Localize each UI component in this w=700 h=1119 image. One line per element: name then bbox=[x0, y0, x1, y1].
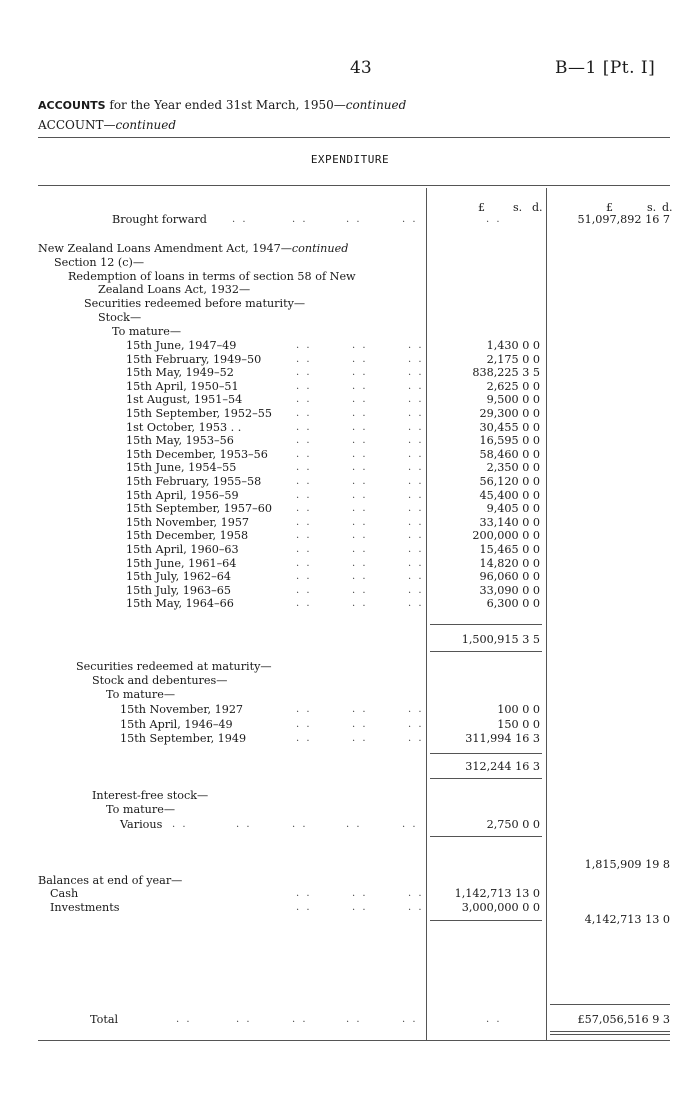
maturity-amount: 838,225 3 5 bbox=[472, 366, 540, 380]
maturity-date-label: 15th December, 1958 bbox=[126, 529, 249, 543]
maturity-date-label: 15th February, 1955–58 bbox=[126, 475, 262, 488]
maturity-amount: 1,430 0 0 bbox=[486, 339, 540, 352]
balance-amount: 1,142,713 13 0 bbox=[454, 887, 540, 900]
leader-dots: . . bbox=[296, 394, 312, 406]
subtotal-rule bbox=[430, 624, 542, 625]
leader-dots: . . bbox=[296, 530, 312, 542]
section-12c: Section 12 (c)— bbox=[54, 256, 145, 269]
leader-dots: . . bbox=[352, 380, 368, 392]
leader-dots: . . bbox=[408, 598, 424, 610]
leader-dots: . . bbox=[296, 503, 312, 515]
grand-total-label: Total bbox=[90, 1013, 119, 1026]
leader-dots: . . bbox=[346, 819, 362, 830]
col2-pence-header: d. bbox=[662, 201, 673, 214]
rule-top bbox=[38, 137, 670, 138]
maturity-date-label: 15th June, 1954–55 bbox=[126, 461, 237, 475]
maturity-date-label: 15th April, 1950–51 bbox=[126, 379, 239, 393]
redemption-line-2: Zealand Loans Act, 1932— bbox=[98, 283, 251, 296]
leader-dots: . . bbox=[408, 380, 424, 392]
page-number: 43 bbox=[350, 58, 372, 78]
stock-debentures-heading: Stock and debentures— bbox=[92, 674, 228, 687]
various-label: Various bbox=[120, 818, 163, 831]
maturity-amount: 150 0 0 bbox=[497, 717, 540, 731]
maturity-date-label: 15th April, 1960–63 bbox=[126, 543, 239, 556]
balance-label: Investments bbox=[50, 901, 120, 914]
leader-dots: . . bbox=[408, 584, 424, 596]
rule-under-title bbox=[38, 185, 670, 186]
maturity-date-label: 15th May, 1953–56 bbox=[126, 434, 234, 448]
leader-dots: . . bbox=[296, 462, 312, 474]
grand-total-amount: £57,056,516 9 3 bbox=[577, 1013, 670, 1026]
leader-dots: . . bbox=[408, 516, 424, 528]
accounts-heading-continued: continued bbox=[345, 98, 407, 112]
leader-dots: . . bbox=[352, 704, 368, 715]
leader-dots: . . bbox=[352, 489, 368, 501]
maturity-date-label: 1st October, 1953 . . bbox=[126, 420, 242, 434]
maturity-date-label: 15th November, 1957 bbox=[126, 515, 250, 529]
col1-shilling-header: s. bbox=[513, 201, 523, 214]
maturity-date-label: 15th May, 1949–52 bbox=[126, 366, 234, 380]
leader-dots: . . bbox=[408, 544, 424, 555]
maturity-date-label: 15th December, 1953–56 bbox=[126, 447, 268, 461]
accounts-heading-bold: ACCOUNTS bbox=[38, 99, 106, 112]
document-reference: B—1 [Pt. I] bbox=[555, 58, 656, 78]
leader-dots: . . bbox=[296, 733, 312, 744]
balances-heading: Balances at end of year— bbox=[38, 874, 183, 887]
maturity-amount: 2,175 0 0 bbox=[486, 352, 540, 366]
maturity-amount: 9,405 0 0 bbox=[486, 502, 540, 516]
act-title-continued: continued bbox=[291, 242, 349, 255]
before-maturity-heading: Securities redeemed before maturity— bbox=[84, 297, 306, 310]
leader-dots: . . bbox=[352, 408, 368, 419]
interest-free-amount: 2,750 0 0 bbox=[486, 818, 540, 831]
leader-dots: . . bbox=[352, 571, 368, 583]
maturity-amount: 200,000 0 0 bbox=[472, 529, 540, 543]
leader-dots: . . bbox=[352, 367, 368, 379]
account-heading bbox=[38, 118, 176, 132]
leader-dots: . . bbox=[408, 489, 424, 501]
before-maturity-subtotal: 1,500,915 3 5 bbox=[461, 633, 540, 646]
subtotal-rule bbox=[430, 778, 542, 779]
leader-dots: . . bbox=[352, 530, 368, 542]
section-title: EXPENDITURE bbox=[310, 153, 390, 166]
leader-dots: . . bbox=[352, 503, 368, 515]
leader-dots: . . bbox=[408, 718, 424, 730]
brought-forward-col1: . . bbox=[486, 214, 502, 225]
maturity-amount: 30,455 0 0 bbox=[479, 420, 540, 434]
leader-dots: . . bbox=[296, 421, 312, 433]
leader-dots: . . bbox=[408, 888, 424, 899]
leader-dots: . . bbox=[402, 1014, 418, 1025]
maturity-amount: 33,140 0 0 bbox=[479, 515, 540, 529]
leader-dots: . . bbox=[296, 408, 312, 419]
leader-dots: . . bbox=[296, 557, 312, 569]
leader-dots: . . bbox=[296, 598, 312, 610]
maturity-amount: 16,595 0 0 bbox=[479, 434, 540, 448]
leader-dots: . . bbox=[352, 340, 368, 351]
stock-heading: Stock— bbox=[98, 311, 142, 324]
leader-dots: . . bbox=[352, 544, 368, 555]
total-rule-bottom-double bbox=[550, 1034, 670, 1035]
maturity-date-label: 15th September, 1949 bbox=[120, 732, 247, 745]
leader-dots: . . bbox=[296, 704, 312, 715]
leader-dots: . . bbox=[408, 353, 424, 365]
interest-free-heading: Interest-free stock— bbox=[92, 789, 209, 802]
maturity-amount: 15,465 0 0 bbox=[479, 543, 540, 556]
leader-dots: . . bbox=[296, 516, 312, 528]
account-heading-main: ACCOUNT— bbox=[38, 118, 116, 132]
act-title-main: New Zealand Loans Amendment Act, 1947— bbox=[38, 242, 292, 255]
leader-dots: . . bbox=[408, 530, 424, 542]
col1-pence-header: d. bbox=[532, 201, 543, 214]
maturity-amount: 33,090 0 0 bbox=[479, 583, 540, 597]
leader-dots: . . bbox=[352, 421, 368, 433]
maturity-date-label: 15th September, 1952–55 bbox=[126, 407, 272, 420]
leader-dots: . . bbox=[352, 557, 368, 569]
leader-dots: . . bbox=[352, 718, 368, 730]
subtotal-rule bbox=[430, 651, 542, 652]
col2-shilling-header: s. bbox=[647, 201, 657, 214]
leader-dots: . . bbox=[232, 214, 248, 225]
leader-dots: . . bbox=[296, 340, 312, 351]
leader-dots: . . bbox=[296, 584, 312, 596]
maturity-amount: 29,300 0 0 bbox=[479, 407, 540, 420]
redemption-line-1: Redemption of loans in terms of section 58 of New bbox=[68, 270, 356, 283]
leader-dots: . . bbox=[292, 214, 308, 225]
leader-dots: . . bbox=[352, 435, 368, 447]
maturity-date-label: 15th June, 1961–64 bbox=[126, 556, 237, 570]
leader-dots: . . bbox=[296, 571, 312, 583]
leader-dots: . . bbox=[296, 448, 312, 460]
maturity-amount: 311,994 16 3 bbox=[465, 732, 540, 745]
leader-dots: . . bbox=[408, 733, 424, 744]
leader-dots: . . bbox=[408, 476, 424, 487]
leader-dots: . . bbox=[352, 733, 368, 744]
leader-dots: . . bbox=[408, 462, 424, 474]
leader-dots: . . bbox=[296, 435, 312, 447]
leader-dots: . . bbox=[408, 503, 424, 515]
various-dots: . . bbox=[172, 819, 188, 830]
leader-dots: . . bbox=[408, 421, 424, 433]
accounts-heading-rest: for the Year ended 31st March, 1950— bbox=[105, 98, 346, 112]
maturity-date-label: 15th July, 1963–65 bbox=[126, 583, 232, 597]
maturity-amount: 2,350 0 0 bbox=[486, 461, 540, 475]
maturity-date-label: 15th April, 1956–59 bbox=[126, 488, 239, 502]
leader-dots: . . bbox=[402, 819, 418, 830]
leader-dots: . . bbox=[346, 214, 362, 225]
balance-label: Cash bbox=[50, 887, 79, 900]
account-heading-continued: continued bbox=[115, 118, 177, 132]
balance-amount: 3,000,000 0 0 bbox=[461, 901, 540, 914]
subtotal-rule bbox=[430, 920, 542, 921]
col1-pound-header: £ bbox=[478, 201, 485, 214]
leader-dots: . . bbox=[292, 819, 308, 830]
act-title bbox=[38, 242, 348, 255]
leader-dots: . . bbox=[408, 704, 424, 715]
maturity-amount: 6,300 0 0 bbox=[486, 597, 540, 611]
loans-section-total: 1,815,909 19 8 bbox=[584, 858, 670, 871]
leader-dots: . . bbox=[408, 394, 424, 406]
column-rule-2 bbox=[546, 188, 547, 1040]
at-maturity-subtotal: 312,244 16 3 bbox=[465, 760, 540, 773]
brought-forward-label: Brought forward bbox=[112, 213, 207, 226]
maturity-amount: 45,400 0 0 bbox=[479, 488, 540, 502]
total-rule-bottom bbox=[550, 1031, 670, 1032]
interest-free-to-mature: To mature— bbox=[106, 803, 176, 816]
grand-total-col1: . . bbox=[486, 1014, 502, 1025]
maturity-amount: 96,060 0 0 bbox=[479, 570, 540, 584]
maturity-amount: 56,120 0 0 bbox=[479, 475, 540, 488]
maturity-amount: 100 0 0 bbox=[497, 703, 540, 716]
leader-dots: . . bbox=[408, 367, 424, 379]
leader-dots: . . bbox=[352, 448, 368, 460]
maturity-date-label: 1st August, 1951–54 bbox=[126, 393, 243, 407]
brought-forward-total: 51,097,892 16 7 bbox=[577, 213, 670, 226]
column-rule-1 bbox=[426, 188, 427, 1040]
leader-dots: . . bbox=[296, 353, 312, 365]
leader-dots: . . bbox=[408, 557, 424, 569]
maturity-date-label: 15th June, 1947–49 bbox=[126, 339, 237, 352]
leader-dots: . . bbox=[352, 462, 368, 474]
maturity-date-label: 15th February, 1949–50 bbox=[126, 352, 262, 366]
leader-dots: . . bbox=[352, 516, 368, 528]
at-maturity-to-mature: To mature— bbox=[106, 688, 176, 701]
maturity-date-label: 15th July, 1962–64 bbox=[126, 570, 232, 584]
leader-dots: . . bbox=[296, 888, 312, 899]
leader-dots: . . bbox=[346, 1014, 362, 1025]
accounts-heading bbox=[38, 98, 406, 112]
leader-dots: . . bbox=[352, 353, 368, 365]
leader-dots: . . bbox=[408, 408, 424, 419]
maturity-date-label: 15th April, 1946–49 bbox=[120, 717, 233, 731]
leader-dots: . . bbox=[408, 435, 424, 447]
leader-dots: . . bbox=[296, 544, 312, 555]
leader-dots: . . bbox=[408, 902, 424, 913]
maturity-date-label: 15th November, 1927 bbox=[120, 703, 244, 716]
leader-dots: . . bbox=[296, 476, 312, 487]
leader-dots: . . bbox=[296, 380, 312, 392]
maturity-date-label: 15th May, 1964–66 bbox=[126, 597, 234, 611]
leader-dots: . . bbox=[408, 448, 424, 460]
balances-total: 4,142,713 13 0 bbox=[584, 913, 670, 926]
leader-dots: . . bbox=[352, 584, 368, 596]
leader-dots: . . bbox=[176, 1014, 192, 1025]
leader-dots: . . bbox=[352, 394, 368, 406]
subtotal-rule bbox=[430, 836, 542, 837]
leader-dots: . . bbox=[408, 340, 424, 351]
maturity-amount: 9,500 0 0 bbox=[486, 393, 540, 407]
leader-dots: . . bbox=[296, 367, 312, 379]
subtotal-rule bbox=[430, 753, 542, 754]
leader-dots: . . bbox=[292, 1014, 308, 1025]
leader-dots: . . bbox=[236, 819, 252, 830]
leader-dots: . . bbox=[296, 902, 312, 913]
leader-dots: . . bbox=[352, 888, 368, 899]
maturity-date-label: 15th September, 1957–60 bbox=[126, 502, 272, 516]
leader-dots: . . bbox=[236, 1014, 252, 1025]
leader-dots: . . bbox=[352, 476, 368, 487]
maturity-amount: 58,460 0 0 bbox=[479, 447, 540, 461]
leader-dots: . . bbox=[352, 902, 368, 913]
leader-dots: . . bbox=[402, 214, 418, 225]
leader-dots: . . bbox=[296, 489, 312, 501]
total-rule-top bbox=[550, 1004, 670, 1005]
maturity-amount: 14,820 0 0 bbox=[479, 556, 540, 570]
maturity-amount: 2,625 0 0 bbox=[486, 379, 540, 393]
leader-dots: . . bbox=[296, 718, 312, 730]
to-mature-heading: To mature— bbox=[112, 325, 182, 338]
leader-dots: . . bbox=[352, 598, 368, 610]
leader-dots: . . bbox=[408, 571, 424, 583]
at-maturity-heading: Securities redeemed at maturity— bbox=[76, 660, 272, 673]
rule-bottom bbox=[38, 1040, 670, 1041]
col2-pound-header: £ bbox=[606, 201, 613, 214]
